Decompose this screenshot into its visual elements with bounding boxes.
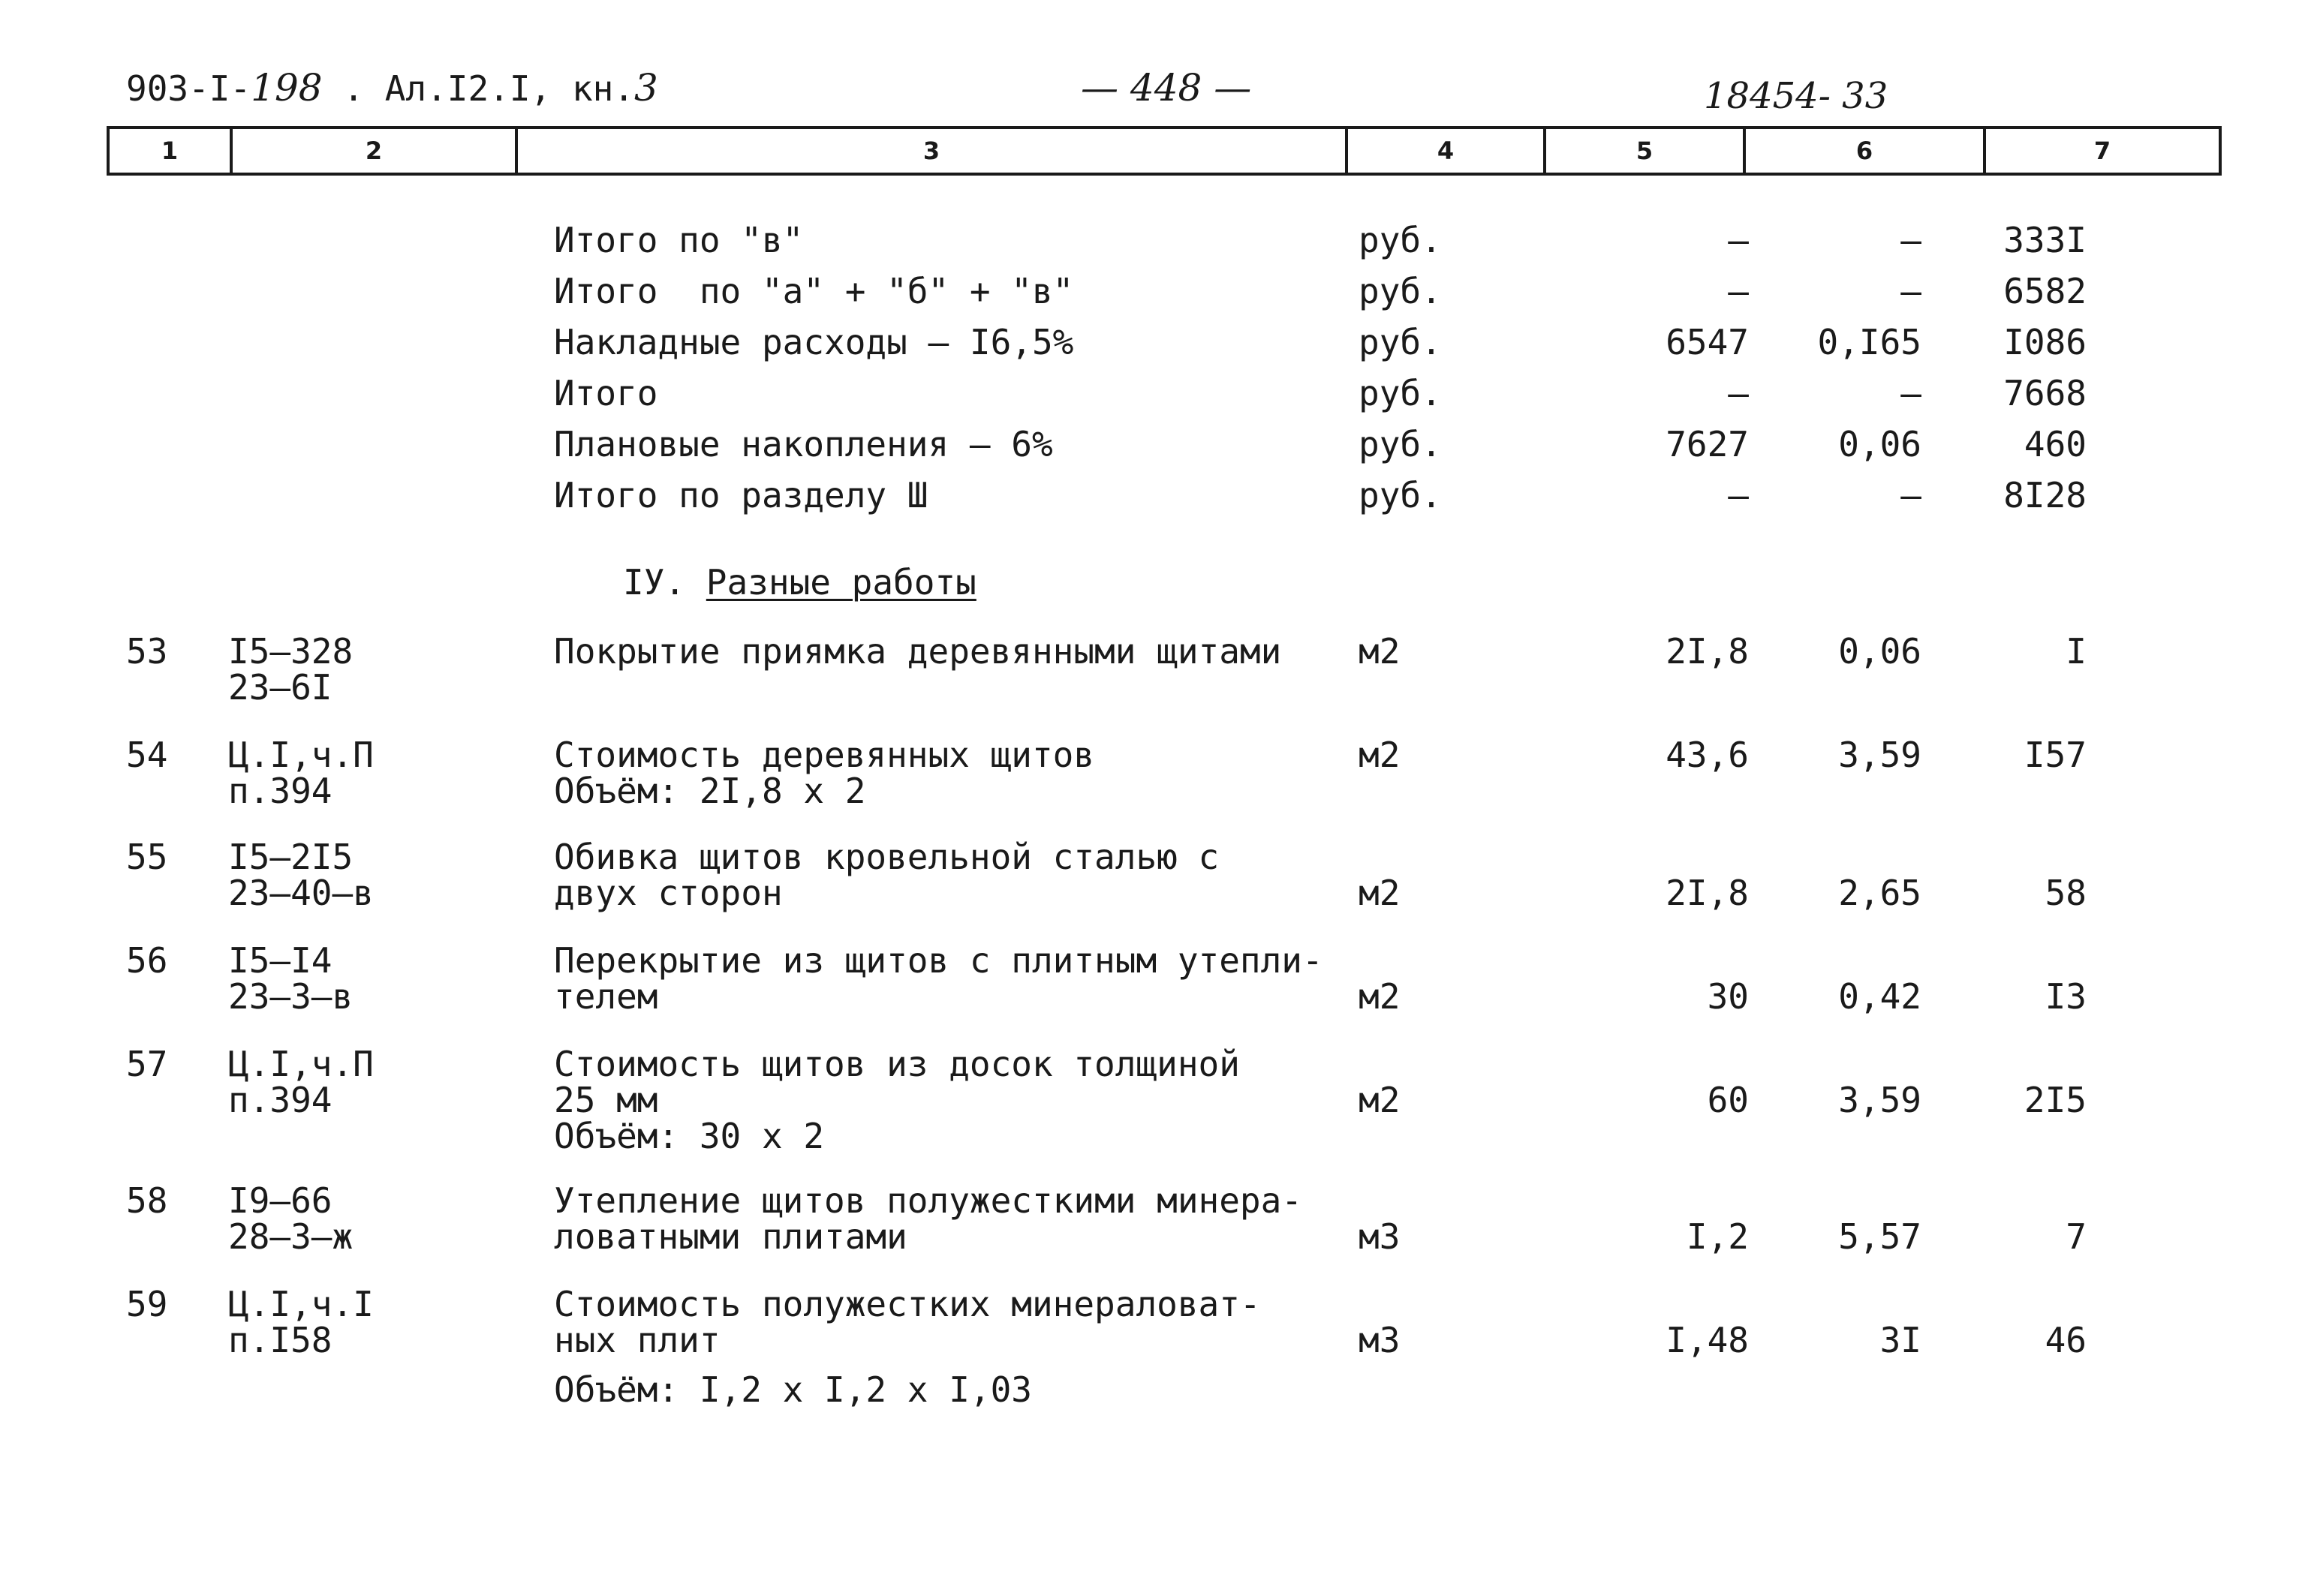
- section-number: IУ.: [623, 562, 686, 603]
- summary-price: —: [1900, 373, 1921, 413]
- unit-price: 0,42: [1838, 976, 1921, 1017]
- album-handwritten: 3: [634, 66, 658, 110]
- row-number: 57: [126, 1044, 168, 1084]
- work-description: Стоимость деревянных щитов Объём: 2I,8 х 2: [554, 735, 1095, 811]
- unit: м2: [1359, 735, 1401, 775]
- summary-unit: руб.: [1359, 424, 1442, 464]
- summary-qty: 7627: [1666, 424, 1749, 464]
- summary-price: 0,06: [1838, 424, 1921, 464]
- quantity: I,2: [1686, 1216, 1749, 1257]
- summary-price: —: [1900, 475, 1921, 515]
- work-description: Утепление щитов полужесткими минера- ловатными плитами: [554, 1180, 1302, 1257]
- unit-price: 0,06: [1838, 631, 1921, 672]
- album-printed: . Ал.I2.I, кн.: [322, 68, 635, 109]
- quantity: 2I,8: [1666, 873, 1749, 913]
- summary-unit: руб.: [1359, 475, 1442, 515]
- unit-price: 3I: [1879, 1320, 1921, 1360]
- rate-code: Ц.I,ч.I п.I58: [228, 1284, 374, 1360]
- unit: м3: [1359, 1320, 1401, 1360]
- row-number: 56: [126, 940, 168, 981]
- unit: м2: [1359, 873, 1401, 913]
- summary-name: Итого: [554, 373, 658, 413]
- summary-total: 6582: [2003, 271, 2087, 311]
- col-header-3: 3: [518, 129, 1348, 173]
- unit-price: 3,59: [1838, 1080, 1921, 1120]
- row-number: 55: [126, 837, 168, 877]
- total-cost: I: [2066, 631, 2087, 672]
- total-cost: 7: [2066, 1216, 2087, 1257]
- page-number: — 448 —: [1081, 66, 1252, 110]
- summary-total: 333I: [2003, 220, 2087, 260]
- rate-code: Ц.I,ч.П п.394: [228, 1044, 374, 1120]
- unit: м2: [1359, 976, 1401, 1017]
- summary-qty: 6547: [1666, 322, 1749, 362]
- total-cost: 58: [2045, 873, 2087, 913]
- row-number: 59: [126, 1284, 168, 1324]
- summary-unit: руб.: [1359, 271, 1442, 311]
- col-header-7: 7: [2093, 137, 2111, 165]
- document-code: [126, 66, 658, 110]
- total-cost: 46: [2045, 1320, 2087, 1360]
- summary-total: I086: [2003, 322, 2087, 362]
- work-description: Стоимость щитов из досок толщиной 25 мм Объём: 30 х 2: [554, 1044, 1240, 1156]
- summary-qty: —: [1728, 220, 1749, 260]
- quantity: 30: [1707, 976, 1749, 1017]
- summary-qty: —: [1728, 475, 1749, 515]
- code-printed: 903-I-: [126, 68, 251, 109]
- rate-code: I5—I4 23—3—в: [228, 940, 354, 1017]
- summary-price: —: [1900, 271, 1921, 311]
- section-title: [623, 562, 976, 603]
- rate-code: I5—2I5 23—40—в: [228, 837, 374, 913]
- summary-total: 8I28: [2003, 475, 2087, 515]
- summary-unit: руб.: [1359, 373, 1442, 413]
- rate-code: I9—66 28—3—ж: [228, 1180, 354, 1257]
- section-name: Разные работы: [706, 562, 976, 603]
- total-cost: I3: [2045, 976, 2087, 1017]
- unit-price: 3,59: [1838, 735, 1921, 775]
- col-header-2: 2: [233, 129, 518, 173]
- rate-code: Ц.I,ч.П п.394: [228, 735, 374, 811]
- code-handwritten: 198: [251, 66, 323, 110]
- row-number: 54: [126, 735, 168, 775]
- unit: м2: [1359, 1080, 1401, 1120]
- volume-formula-note: Объём: I,2 х I,2 х I,03: [554, 1369, 1032, 1410]
- row-number: 53: [126, 631, 168, 672]
- summary-unit: руб.: [1359, 322, 1442, 362]
- total-cost: 2I5: [2024, 1080, 2087, 1120]
- summary-name: Итого по "а" + "б" + "в": [554, 271, 1074, 311]
- summary-unit: руб.: [1359, 220, 1442, 260]
- row-number: 58: [126, 1180, 168, 1221]
- work-description: Перекрытие из щитов с плитным утепли- телем: [554, 940, 1323, 1017]
- unit: м3: [1359, 1216, 1401, 1257]
- unit-price: 2,65: [1838, 873, 1921, 913]
- doc-number: 18454- 33: [1704, 75, 1888, 117]
- col-header-6: 6: [1746, 129, 1986, 173]
- summary-name: Плановые накопления — 6%: [554, 424, 1053, 464]
- quantity: 60: [1707, 1080, 1749, 1120]
- total-cost: I57: [2024, 735, 2087, 775]
- col-header-5: 5: [1546, 129, 1746, 173]
- work-description: Обивка щитов кровельной сталью с двух сторон: [554, 837, 1220, 913]
- col-header-4: 4: [1348, 129, 1546, 173]
- summary-price: 0,I65: [1817, 322, 1921, 362]
- rate-code: I5—328 23—6I: [228, 631, 354, 708]
- col-header-1: 1: [110, 129, 233, 173]
- quantity: 2I,8: [1666, 631, 1749, 672]
- summary-total: 460: [2024, 424, 2087, 464]
- summary-name: Накладные расходы — I6,5%: [554, 322, 1074, 362]
- unit-price: 5,57: [1838, 1216, 1921, 1257]
- work-description: Стоимость полужестких минераловат- ных плит: [554, 1284, 1261, 1360]
- summary-name: Итого по разделу Ш: [554, 475, 928, 515]
- summary-qty: —: [1728, 271, 1749, 311]
- summary-total: 7668: [2003, 373, 2087, 413]
- summary-price: —: [1900, 220, 1921, 260]
- summary-qty: —: [1728, 373, 1749, 413]
- work-description: Покрытие приямка деревянными щитами: [554, 631, 1282, 672]
- summary-name: Итого по "в": [554, 220, 804, 260]
- quantity: 43,6: [1666, 735, 1749, 775]
- unit: м2: [1359, 631, 1401, 672]
- quantity: I,48: [1666, 1320, 1749, 1360]
- column-header-row: [107, 126, 2222, 176]
